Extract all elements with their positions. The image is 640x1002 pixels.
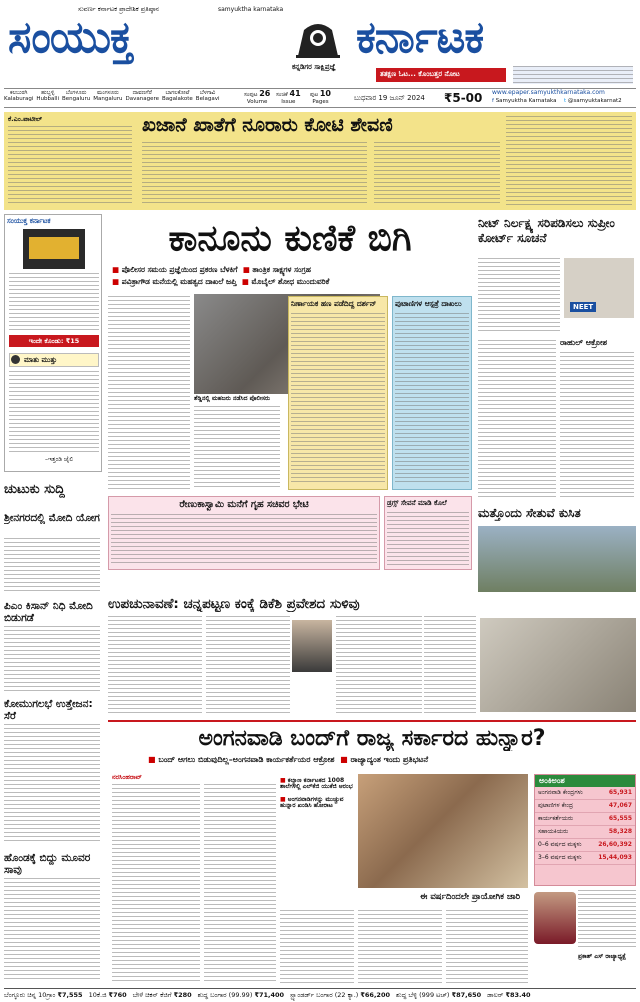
rahul-title: ರಾಹುಲ್ ಆಕ್ರೋಶ [560, 338, 608, 347]
stats-value: 47,067 [608, 802, 632, 809]
anganwadi-inset-points: ■ ಕಲ್ಯಾಣ ಕರ್ನಾಟಕದ 1008 ಶಾಲೆಗಳಲ್ಲಿ ಎಲ್‌ಕೆಜಿ ಯುಕೆಜಿ ಆರಂಭ ■ ಅಂಗನವಾಡಿಗಳನ್ನು ಮುಚ್ಚುವ ಹುನ್ನಾರ ಖಂಡಿಸಿ ಹೋರಾಟ [280, 778, 356, 854]
masthead [8, 4, 640, 94]
bridge-headline: ಮತ್ತೊಂದು ಸೇತುವೆ ಕುಸಿತ [478, 506, 581, 520]
stats-row [535, 826, 635, 839]
website-link[interactable]: www.epaper.samyukthkarnataka.com [492, 89, 605, 96]
market-ticker [4, 988, 636, 1001]
lead-bullets-row1: ■ ಪೊಲೀಸರ ಸಮಯ ಪ್ರಜ್ಞೆಯಿಂದ ಪ್ರಕರಣ ಬೆಳಕಿಗೆ ■ ತಾಂತ್ರಿಕ ಸಾಕ್ಷ್ಯಗಳ ಸಂಗ್ರಹ [112, 266, 472, 274]
neet-story [478, 214, 636, 334]
ticker-item: ಶುದ್ಧ ಬೆಳ್ಳಿ (999 ಟಚ್) ₹87,650 [396, 990, 482, 999]
news-briefs-title: ಚುಟುಕು ಸುದ್ದಿ [4, 482, 65, 497]
neet-image [564, 258, 634, 318]
edition-item: ಕಲಬುರಗಿ Kalaburagi [4, 90, 34, 103]
dk-photo [292, 620, 332, 672]
bridge-story [478, 506, 636, 594]
stats-value: 58,328 [608, 828, 632, 835]
bridge-photo [478, 526, 636, 592]
rahul-story [478, 338, 636, 502]
lead-story [108, 214, 472, 574]
ticker-item: 10ಕೆ.ಜಿ ₹760 [88, 990, 127, 999]
masthead-name-left: ಸಂಯುಕ್ತ [8, 12, 133, 63]
drugs-box [384, 496, 472, 570]
sidebar-brand: ಸಂಯುಕ್ತ ಕರ್ನಾಟಕ [7, 217, 51, 225]
issue-price: ₹5-00 [444, 91, 483, 105]
quote-title: ಮಾತು ಮುತ್ತು [9, 353, 99, 367]
brief-headline: ಶ್ರೀನಗರದಲ್ಲಿ ಮೋದಿ ಯೋಗ [4, 512, 100, 524]
anganwadi-bullets: ■ ಬಂದ್ ಆಗಲು ಬಿಡುವುದಿಲ್ಲ–ಅಂಗನವಾಡಿ ಕಾರ್ಯಕರ್ತೆಯರ ಆಕ್ರೋಶ ■ ರಾಜ್ಯಾದ್ಯಂತ ಇಂದು ಪ್ರತಿಭಟನೆ [148, 756, 628, 764]
experimental-headline: ಈ ವರ್ಷದಿಂದಲೇ ಪ್ರಾಯೋಗಿಕ ಜಾರಿ [420, 892, 521, 902]
top-banner [4, 112, 636, 210]
issue-info: ಸಂಚಿಕೆ 41 Issue [276, 89, 301, 105]
quote-author: –ಇತ್ತಂಡಿ ಜೈಲಿ [45, 456, 74, 463]
stats-value: 65,931 [608, 789, 632, 796]
editions-strip [4, 88, 636, 108]
sidebar-promo [4, 214, 102, 472]
stats-rows [535, 787, 635, 865]
stats-row [535, 800, 635, 813]
sub-box-title: ರೇಣುಕಾಸ್ವಾಮಿ ಮನೆಗೆ ಗೃಹ ಸಚಿವರ ಭೇಟಿ [179, 499, 309, 510]
stats-title: ಅಂಕಿಅಂಶ [535, 775, 635, 787]
social-facebook[interactable]: f Samyuktha Karnataka [492, 98, 557, 104]
masthead-tagline: ಸುವರ್ಣ ಕರ್ನಾಟಕ ಪ್ರಾದೇಶಿಕ ಪ್ರತಿಷ್ಠಾನ [78, 5, 160, 13]
masthead-motto: ಕನ್ನಡಿಗರ ಸಾಕ್ಷಿಪ್ರಜ್ಞೆ [292, 63, 336, 71]
anganwadi-story [108, 720, 636, 986]
bypoll-headline: ಉಪಚುನಾವಣೆ: ಚನ್ನಪಟ್ಟಣ ಕಂಕ್ಕೆ ಡಿಕೆಶಿ ಪ್ರವೇಶದ ಸುಳಿವು [108, 596, 360, 612]
lead-bullets-row2: ■ ಪವಿತ್ರಾಗೌಡ ಮನೆಯಲ್ಲಿ ಮಹತ್ವದ ದಾಖಲೆ ಜಪ್ತಿ ■ ಮೊಬೈಲ್ ಶೋಧ ಮುಂದುವರಿಕೆ [112, 278, 472, 286]
edition-item: ಬಾಗಲಕೋಟೆ Bagalakote [161, 90, 193, 103]
social-twitter[interactable]: t @samyuktakarnat2 [564, 98, 622, 104]
stats-value: 26,60,392 [598, 841, 632, 848]
brief-headline: ಕೋಮುಗಲಭೆ ಉತ್ತೇಜನ: ಸೆರೆ [4, 698, 93, 723]
anganwadi-photo [358, 774, 528, 888]
neet-badge: NEET [570, 302, 596, 312]
news-briefs-header [4, 478, 102, 510]
ticker-item: ಬೆಂಗ್ಳೂರು ಚಿನ್ನ 10ಗ್ರಾಂ ₹7,555 [4, 990, 83, 999]
bypoll-story [108, 596, 636, 716]
stats-label: ಕಾರ್ಯಕರ್ತೆಯರು [538, 815, 574, 822]
volume-info: ಸಂಪುಟ 26 Volume [244, 89, 271, 105]
news-briefs [4, 512, 102, 986]
promo-image [23, 229, 85, 269]
bypoll-inset [480, 618, 636, 712]
sub-box-visit [108, 496, 380, 570]
ticker-item: ಸ್ಟ್ಯಾಂಡರ್ಡ್ ಬಂಗಾರ (22 ಕ್ಯಾ.) ₹66,200 [290, 990, 390, 999]
lead-sidebox-2 [392, 296, 472, 490]
edition-item: ಬೆಂಗಳೂರು Bengaluru [61, 90, 91, 103]
masthead-english-name: samyuktha karnataka [218, 6, 284, 13]
stats-row [535, 813, 635, 826]
stats-label: ಸಹಾಯಕಿಯರು [538, 828, 569, 835]
ticker-item: ಶುದ್ಧ ಬಂಗಾರ (99.99) ₹71,400 [197, 990, 285, 999]
masthead-side-ad [513, 66, 633, 84]
edition-item: ಮಂಗಳೂರು Mangaluru [93, 90, 123, 103]
stats-row [535, 852, 635, 865]
stats-value: 15,44,093 [598, 854, 632, 861]
edition-item: ಬೆಳಗಾವಿ Belagavi [195, 90, 220, 103]
anganwadi-headline: ಅಂಗನವಾಡಿ ಬಂದ್‌ಗೆ ರಾಜ್ಯ ಸರ್ಕಾರದ ಹುನ್ನಾರ? [198, 726, 546, 751]
editions-list [4, 90, 220, 102]
anganwadi-dateline: ನರಸಿಂಹರಾವ್ [112, 773, 142, 781]
stats-row [535, 787, 635, 800]
stats-label: ಪುಟಾಣಿಗಳ ಕೇಂದ್ರ [538, 802, 574, 809]
leader-photo [534, 892, 576, 944]
sidebox-1-title: ನಿರ್ಣಾಯಕ ಹಣ ಪಡೆದಿದ್ದ ದರ್ಶನ್ [291, 299, 377, 308]
stats-label: 0–6 ವರ್ಷದ ಮಕ್ಕಳು [538, 841, 582, 848]
quote-icon [11, 355, 20, 364]
lead-headline: ಕಾನೂನು ಕುಣಿಕೆ ಬಿಗಿ [168, 218, 412, 259]
stats-label: 3–6 ವರ್ಷದ ಮಕ್ಕಳು [538, 854, 582, 861]
drugs-title: ಡ್ರಗ್ಸ್ ಸೇವನೆ ಮಾಡಿ ಕೊಲೆ [387, 499, 447, 507]
issue-date: ಬುಧವಾರ 19 ಜೂನ್ 2024 [354, 94, 425, 102]
edition-item: ದಾವಣಗೆರೆ Davanagere [125, 90, 159, 103]
promo-price: ಇಂದೇ ಕೊಂಡು: ₹15 [9, 335, 99, 347]
top-banner-dateline: ಕೆ.ಎಂ.ಪಾಟೀಲ್ [8, 115, 43, 123]
masthead-ad-line: ತತಕ್ಷಣ ಓಟ... ಕೊಂಬತ್ತರ ನೋಟ [376, 68, 506, 82]
stats-table [534, 774, 636, 886]
brief-headline: ಹೊಂಡಕ್ಕೆ ಬಿದ್ದು ಮೂವರ ಸಾವು [4, 852, 91, 877]
top-banner-headline: ಖಜಾನೆ ಖಾತೆಗೆ ನೂರಾರು ಕೋಟಿ ಶೇವಣಿ [142, 114, 393, 136]
stats-value: 65,555 [608, 815, 632, 822]
brief-headline: ಪಿಎಂ ಕಿಸಾನ್ ನಿಧಿ ಮೋದಿ ಬಿಡುಗಡೆ [4, 600, 93, 625]
emblem-icon [290, 20, 346, 60]
ticker-item: ಡಾಲರ್ ₹83.40 [487, 990, 531, 999]
lead-sidebox-1 [288, 296, 388, 490]
stats-row [535, 839, 635, 852]
edition-item: ಹುಬ್ಬಳ್ಳಿ Hubballi [36, 90, 59, 103]
neet-headline: ನೀಟ್ ನಿರ್ಲಕ್ಷ್ಯ ಸರಿಪಡಿಸಲು ಸುಪ್ರೀಂ ಕೋರ್ಟ್ ಸೂಚನೆ [478, 216, 615, 245]
sidebox-2-title: ಪುಟಾಣಿಗಳ ಆಸ್ಪತ್ರೆ ದಾಖಲು [395, 299, 462, 308]
stats-label: ಅಂಗನವಾಡಿ ಕೇಂದ್ರಗಳು [538, 789, 583, 796]
pages-info: ಪುಟ 10 Pages [310, 89, 331, 105]
lead-photo-caption: ಶೆಡ್ಡಿನಲ್ಲಿ ಮಹಜರು ನಡೆಸಿದ ಪೊಲೀಸರು [194, 395, 271, 402]
ticker-item: ಬೇಳೆ ಚಿಕನ್ ಕೆಜಿಗೆ ₹280 [132, 990, 192, 999]
masthead-name-right: ಕರ್ನಾಟಕ [356, 12, 484, 63]
quote-name: ಪ್ರಕಾಶ್ ಎಸ್ ರಾಜ್ಯಾಧ್ಯಕ್ಷೆ [578, 953, 627, 960]
